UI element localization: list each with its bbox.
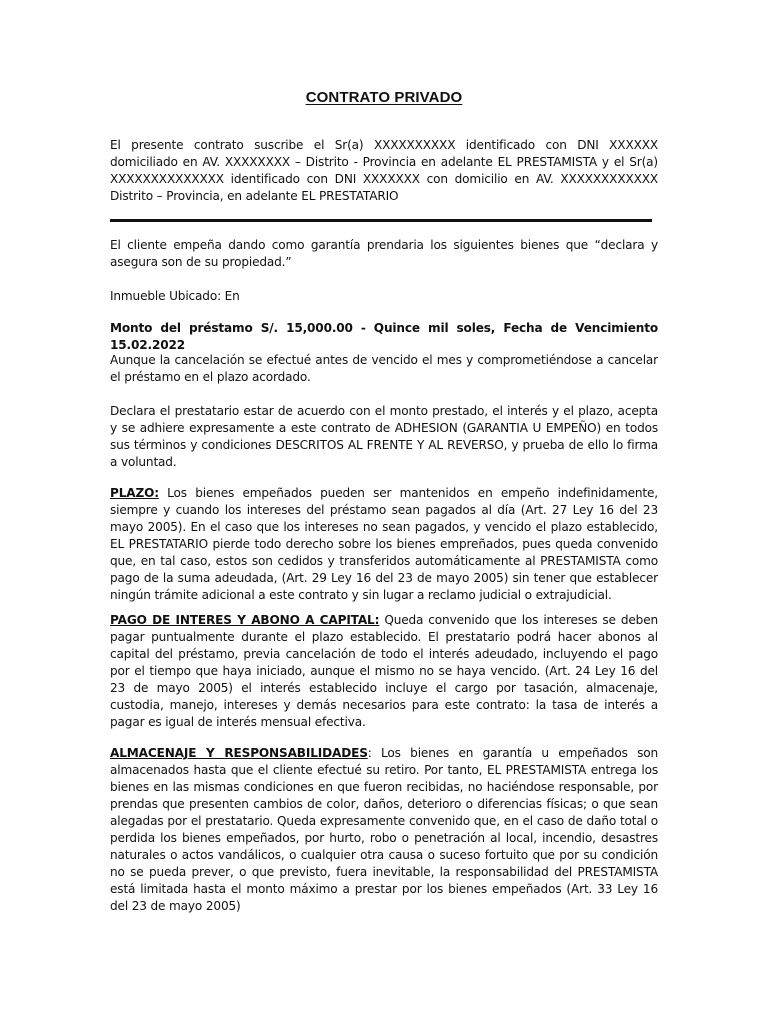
pago-heading: PAGO DE INTERES Y ABONO A CAPITAL: [110,613,380,627]
monto-line: Monto del préstamo S/. 15,000.00 - Quince mil soles, Fecha de Vencimiento 15.02.2022 [110,321,658,352]
document-title: CONTRATO PRIVADO [305,89,463,106]
pago-text: Queda convenido que los intereses se deben pagar puntualmente durante el plazo establecido. El prestatario podrá hacer abonos al capital del préstamo, previa cancelación de todo el interés adeudado, incluyendo el pago por el tiempo que haya iniciado, aunque el mismo no se haya vencido. (Art. 24 Ley 16 del 23 de mayo 2005) el interés establecido incluye el cargo por tasación, almacenaje, custodia, manejo, intereses y demás necesarios para este contrato: la tasa de interés a pagar es igual de interés mensual efectiva. [110,613,659,729]
almacenaje-paragraph [110,745,658,915]
cancelacion-paragraph: Aunque la cancelación se efectué antes de vencido el mes y comprometiéndose a cancelar el préstamo en el plazo acordado. [110,353,658,384]
horizontal-divider [110,219,652,222]
plazo-text: Los bienes empeñados pueden ser mantenidos en empeño indefinidamente, siempre y cuando los intereses del préstamo sean pagados al día (Art. 27 Ley 16 del 23 mayo 2005). En el caso que los intereses no sean pagados, y vencido el plazo establecido, EL PRESTATARIO pierde todo derecho sobre los bienes empreñados, pues queda convenido que, en tal caso, estos son cedidos y transferidos automáticamente al PRESTAMISTA como pago de la suma adeudada, (Art. 29 Ley 16 del 23 de mayo 2005) sin tener que establecer ningún trámite adicional a este contrato y sin lugar a reclamo judicial o extrajudicial. [110,486,658,602]
almacenaje-text: : Los bienes en garantía u empeñados son almacenados hasta que el cliente efectué su retiro. Por tanto, EL PRESTAMISTA entrega los bienes en las mismas condiciones en que fueron recibidas, no haciéndose responsable, por prendas que presenten cambios de color, daños, deterioro o diferencias físicas; o que sean alegadas por el prestatario. Queda expresamente convenido que, en el caso de daño total o perdida los bienes empeñados, por hurto, robo o penetración al local, incendio, desastres naturales o actos vandálicos, o cualquier otra causa o suceso fortuito que por su condición no se pueda prever, o que previsto, fuera inevitable, la responsabilidad del PRESTAMISTA está limitada hasta el monto máximo a prestar por los bienes empeñados (Art. 33 Ley 16 del 23 de mayo 2005) [110,746,658,913]
inmueble-line: Inmueble Ubicado: En [110,289,240,303]
plazo-paragraph [110,485,658,604]
plazo-heading: PLAZO: [110,486,159,500]
pago-paragraph [110,612,658,731]
intro-paragraph: El presente contrato suscribe el Sr(a) XXXXXXXXXX identificado con DNI XXXXXX domiciliado en AV. XXXXXXXX – Distrito - Provincia en adelante EL PRESTAMISTA y el Sr(a) XXXXXXXXXXXXXX identificado con DNI XXXXXXX con domicilio en AV. XXXXXXXXXXXX Distrito – Provincia, en adelante EL PRESTATARIO [110,138,658,203]
declaracion-paragraph: Declara el prestatario estar de acuerdo con el monto prestado, el interés y el plazo, acepta y se adhiere expresamente a este contrato de ADHESION (GARANTIA U EMPEÑO) en todos sus términos y condiciones DESCRITOS AL FRENTE Y AL REVERSO, y prueba de ello lo firma a voluntad. [110,404,658,469]
almacenaje-heading: ALMACENAJE Y RESPONSABILIDADES [110,746,368,760]
empeno-paragraph: El cliente empeña dando como garantía prendaria los siguientes bienes que “declara y asegura son de su propiedad.” [110,238,658,269]
